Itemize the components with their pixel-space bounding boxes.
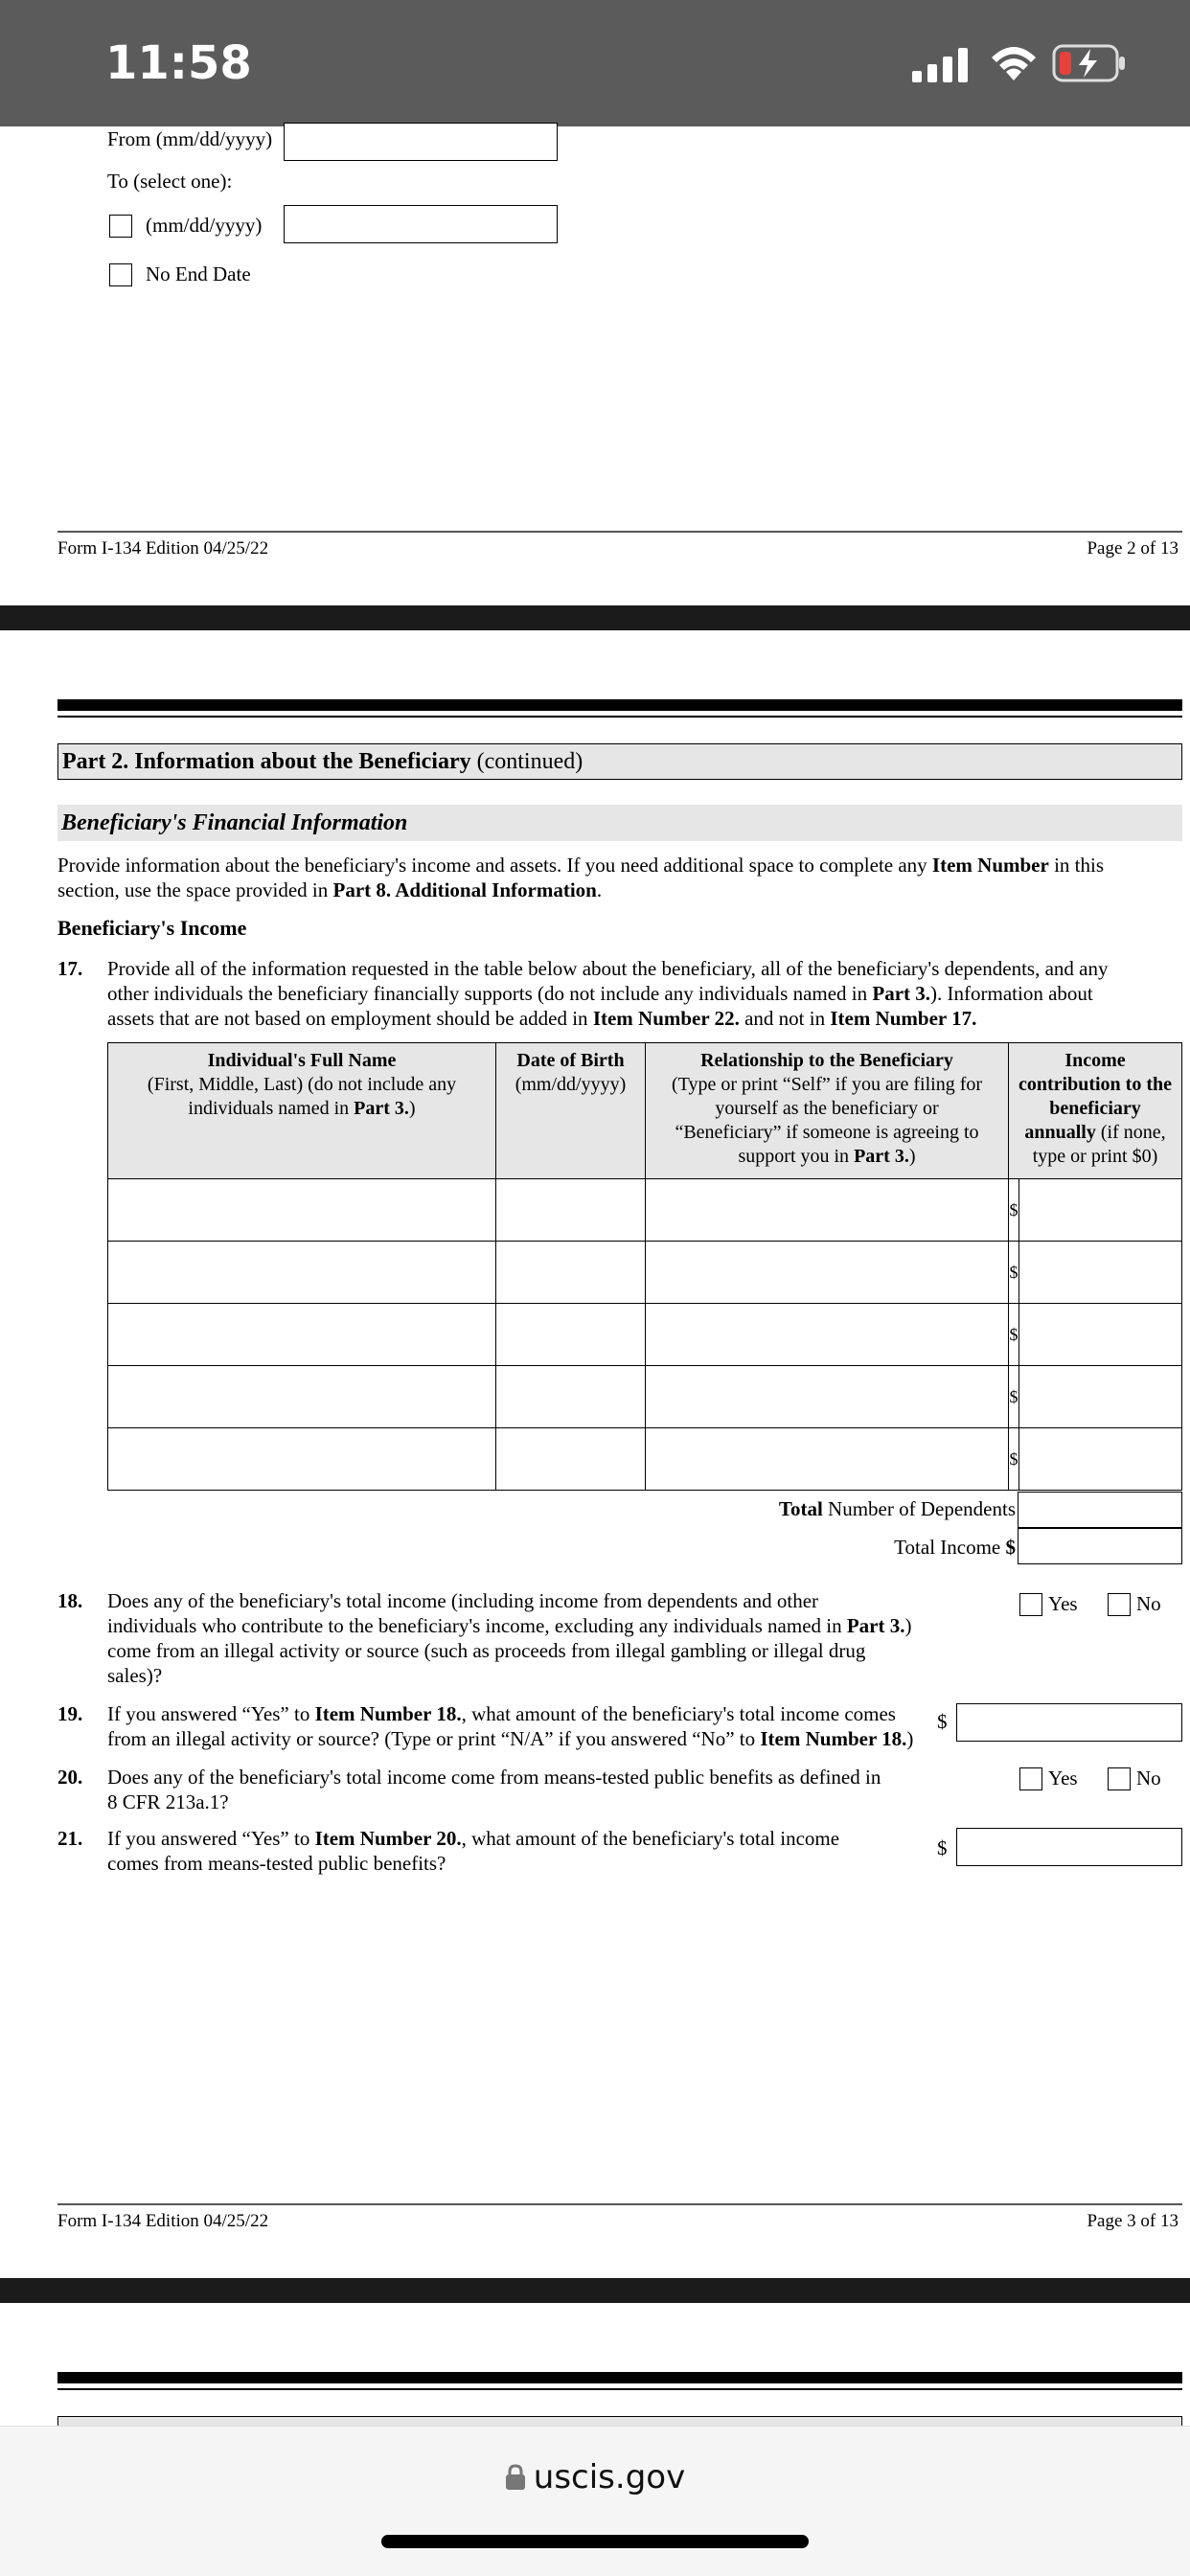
- col-header-dob: Date of Birth (mm/dd/yyyy): [496, 1043, 646, 1179]
- q17-line-3: assets that are not based on employment should be added in Item Number 22. and not in Item Number 17.: [107, 1007, 977, 1030]
- income-dollar-sign: [1009, 1179, 1019, 1242]
- page-separator: [0, 2278, 1190, 2303]
- from-date-input[interactable]: [284, 123, 558, 161]
- income-input[interactable]: [1019, 1428, 1182, 1491]
- financial-info-section-title: Beneficiary's Financial Information: [61, 810, 408, 835]
- q18-number: 18.: [57, 1589, 83, 1612]
- dollar-sign: $: [1009, 1386, 1018, 1406]
- footer-page-number: Page 2 of 13: [1087, 538, 1179, 559]
- income-input[interactable]: [1019, 1179, 1182, 1242]
- page-header-thin-rule: [57, 2388, 1182, 2390]
- full-name-input[interactable]: [108, 1242, 496, 1304]
- q21-number: 21.: [57, 1827, 83, 1850]
- relationship-input[interactable]: [646, 1366, 1009, 1428]
- footer-divider: [57, 531, 1182, 533]
- no-end-date-label: No End Date: [146, 262, 251, 285]
- q21-line-1: If you answered “Yes” to Item Number 20., what amount of the beneficiary's total income: [107, 1827, 840, 1850]
- total-income-input[interactable]: [1018, 1528, 1182, 1564]
- part-2-header: [57, 743, 1182, 780]
- relationship-input[interactable]: [646, 1179, 1009, 1242]
- q19-dollar-sign: $: [937, 1710, 948, 1733]
- q20-yes-checkbox[interactable]: [1019, 1767, 1042, 1790]
- q18-yes-label: Yes: [1048, 1592, 1078, 1615]
- status-bar: [0, 0, 1190, 126]
- q18-no-checkbox[interactable]: [1108, 1593, 1131, 1616]
- table-row: [108, 1242, 1182, 1304]
- dollar-sign: $: [1009, 1324, 1018, 1344]
- full-name-input[interactable]: [108, 1304, 496, 1366]
- full-name-input[interactable]: [108, 1179, 496, 1242]
- dob-input[interactable]: [496, 1428, 646, 1491]
- browser-bottom-bar: [0, 2426, 1190, 2576]
- address-bar[interactable]: [0, 2458, 1190, 2496]
- total-dependents-input[interactable]: [1018, 1492, 1182, 1528]
- q20-number: 20.: [57, 1766, 83, 1789]
- no-end-date-checkbox[interactable]: [109, 263, 132, 286]
- income-input[interactable]: [1019, 1366, 1182, 1428]
- q18-line-3: come from an illegal activity or source (such as proceeds from illegal gambling or illegal drug: [107, 1639, 866, 1662]
- q18-line-1: Does any of the beneficiary's total income (including income from dependents and other: [107, 1589, 819, 1612]
- table-row: [108, 1428, 1182, 1491]
- status-time: 11:58: [105, 36, 252, 90]
- battery-charging-icon: [1052, 44, 1127, 82]
- relationship-input[interactable]: [646, 1304, 1009, 1366]
- dollar-sign: $: [1009, 1262, 1018, 1282]
- home-indicator[interactable]: [381, 2535, 809, 2548]
- income-dollar-sign: [1009, 1304, 1019, 1366]
- dependents-table: [107, 1042, 1182, 1491]
- intro-line-1: Provide information about the beneficiary's income and assets. If you need additional space to complete any Item Number in this: [57, 854, 1104, 877]
- dollar-sign: $: [1009, 1199, 1018, 1220]
- part-2-title: Part 2. Information about the Beneficiary (continued): [62, 749, 584, 774]
- page-header-thick-rule: [57, 699, 1182, 711]
- income-input[interactable]: [1019, 1304, 1182, 1366]
- col-header-income: Income contribution to the beneficiary annually (if none, type or print $0): [1009, 1043, 1182, 1179]
- col-header-relationship: Relationship to the Beneficiary (Type or print “Self” if you are filing for yourself as the beneficiary or “Beneficiary” if someone is agreeing to support you in Part 3.): [646, 1043, 1009, 1179]
- dollar-sign: $: [1009, 1448, 1018, 1469]
- q19-line-2: from an illegal activity or source? (Type or print “N/A” if you answered “No” to Item Number 18.): [107, 1727, 914, 1750]
- financial-info-section-header: [57, 805, 1182, 841]
- lock-icon: [505, 2464, 526, 2491]
- relationship-input[interactable]: [646, 1428, 1009, 1491]
- wifi-icon: [990, 42, 1038, 82]
- income-dollar-sign: [1009, 1242, 1019, 1304]
- q19-amount-input[interactable]: [956, 1703, 1182, 1742]
- q21-line-2: comes from means-tested public benefits?: [107, 1852, 446, 1875]
- footer-form-edition: Form I-134 Edition 04/25/22: [57, 538, 269, 559]
- dob-input[interactable]: [496, 1366, 646, 1428]
- intro-line-2: section, use the space provided in Part 8. Additional Information.: [57, 878, 603, 901]
- footer-page-number: Page 3 of 13: [1087, 2211, 1179, 2231]
- col-header-full-name: Individual's Full Name (First, Middle, Last) (do not include any individuals named in Part 3.): [108, 1043, 496, 1179]
- beneficiary-income-heading: Beneficiary's Income: [57, 916, 247, 940]
- cellular-signal-icon: [912, 48, 970, 82]
- total-dependents-label: Total Number of Dependents: [778, 1497, 1016, 1520]
- q21-dollar-sign: $: [937, 1836, 948, 1859]
- page-header-thick-rule: [57, 2372, 1182, 2383]
- q19-line-1: If you answered “Yes” to Item Number 18., what amount of the beneficiary's total income comes: [107, 1702, 896, 1725]
- to-date-input[interactable]: [284, 205, 558, 243]
- q20-line-1: Does any of the beneficiary's total income come from means-tested public benefits as defined in: [107, 1766, 881, 1789]
- footer-divider: [57, 2203, 1182, 2205]
- dob-input[interactable]: [496, 1242, 646, 1304]
- q18-line-4: sales)?: [107, 1664, 163, 1687]
- q18-line-2: individuals who contribute to the beneficiary's income, excluding any individuals named in Part 3.): [107, 1614, 912, 1637]
- next-part-header: [57, 2416, 1182, 2426]
- dob-input[interactable]: [496, 1304, 646, 1366]
- to-date-checkbox[interactable]: [109, 215, 132, 238]
- total-income-label: Total Income $: [894, 1536, 1016, 1559]
- url-text: uscis.gov: [533, 2458, 686, 2496]
- table-row: [108, 1366, 1182, 1428]
- pdf-page-2-fragment: [0, 126, 1190, 605]
- page-header-thin-rule: [57, 716, 1182, 718]
- dob-input[interactable]: [496, 1179, 646, 1242]
- q17-number: 17.: [57, 957, 83, 980]
- to-date-label: To (select one):: [107, 170, 233, 193]
- q20-line-2: 8 CFR 213a.1?: [107, 1790, 229, 1813]
- footer-form-edition: Form I-134 Edition 04/25/22: [57, 2211, 269, 2231]
- q17-line-2: other individuals the beneficiary financially supports (do not include any individuals named in Part 3.). Information about: [107, 982, 1093, 1005]
- relationship-input[interactable]: [646, 1242, 1009, 1304]
- income-dollar-sign: [1009, 1366, 1019, 1428]
- q17-line-1: Provide all of the information requested in the table below about the beneficiary, all of the beneficiary's dependents, and any: [107, 957, 1109, 980]
- table-row: [108, 1304, 1182, 1366]
- to-date-option-label: (mm/dd/yyyy): [146, 214, 263, 237]
- q18-yes-checkbox[interactable]: [1019, 1593, 1042, 1616]
- page-separator: [0, 605, 1190, 630]
- income-input[interactable]: [1019, 1242, 1182, 1304]
- full-name-input[interactable]: [108, 1366, 496, 1428]
- q20-yes-label: Yes: [1048, 1767, 1078, 1790]
- full-name-input[interactable]: [108, 1428, 496, 1491]
- q21-amount-input[interactable]: [956, 1828, 1182, 1866]
- q19-number: 19.: [57, 1702, 83, 1725]
- q20-no-label: No: [1136, 1767, 1161, 1790]
- q20-no-checkbox[interactable]: [1108, 1767, 1131, 1790]
- income-dollar-sign: [1009, 1428, 1019, 1491]
- from-date-label: From (mm/dd/yyyy): [107, 127, 273, 150]
- table-row: [108, 1179, 1182, 1242]
- q18-no-label: No: [1136, 1592, 1161, 1615]
